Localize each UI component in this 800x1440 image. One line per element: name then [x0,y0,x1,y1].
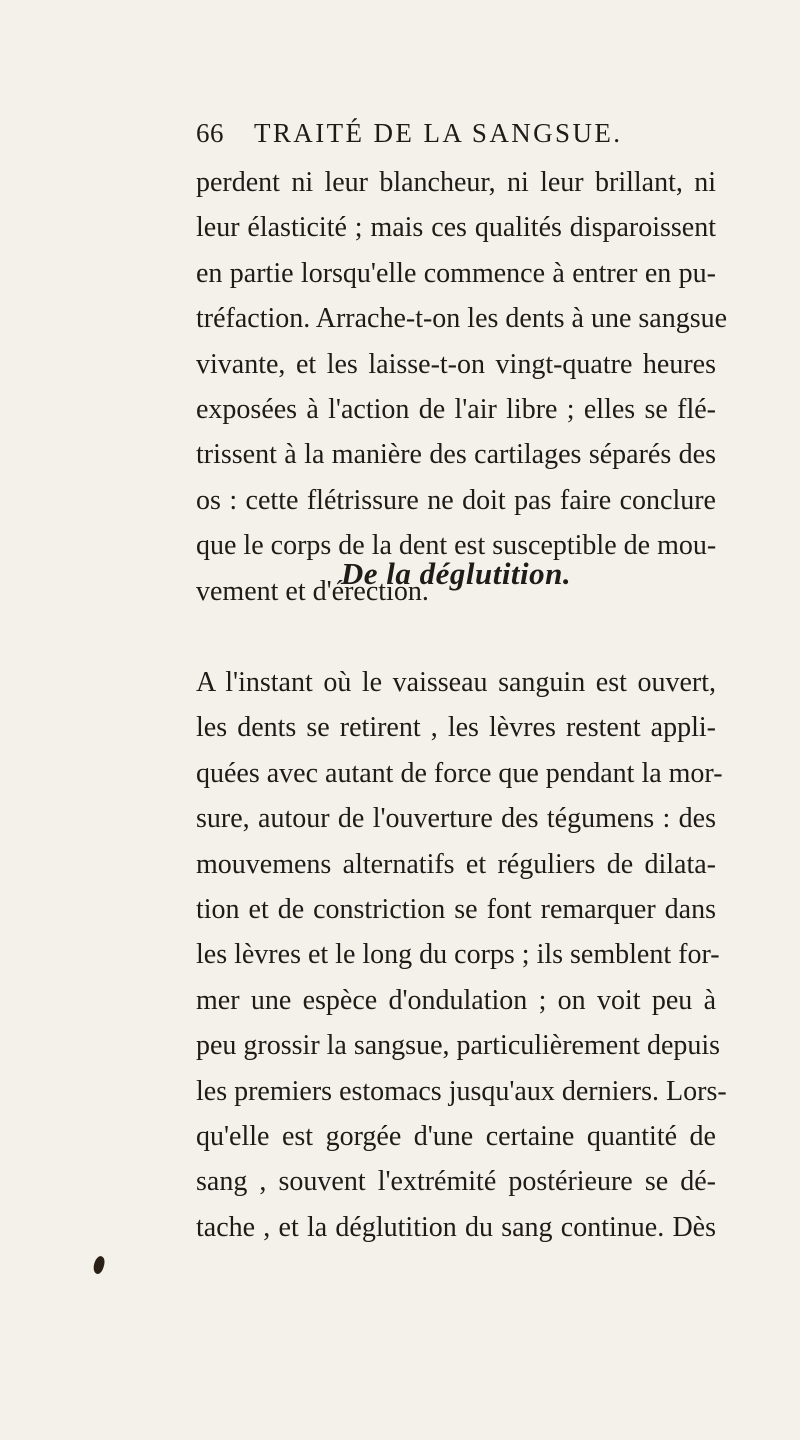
text-line: les lèvres et le long du corps ; ils semblent for- [196,939,720,971]
text-line: tréfaction. Arrache-t-on les dents à une sangsue [196,303,728,335]
text-line: quées avec autant de force que pendant la mor- [196,757,723,789]
text-line: trissent à la manière des cartilages séparés des [196,439,716,471]
text-line: vivante, et les laisse-t-on vingt-quatre heures [196,348,716,380]
paragraph-1 [196,160,728,614]
text-line: leur élasticité ; mais ces qualités disparoissent [196,212,716,244]
text-line: perdent ni leur blancheur, ni leur brillant, ni [196,167,716,198]
section-heading: De la déglutition. [340,556,572,591]
text-line: tion et de constriction se font remarquer dans [196,893,716,925]
ink-blemish [91,1255,107,1275]
text-line: tache , et la déglutition du sang continue. Dès [196,1211,716,1243]
text-line: que le corps de la dent est susceptible de mou- [196,530,717,562]
text-line: vement et d'érection. [196,575,429,607]
text-line: qu'elle est gorgée d'une certaine quantité de [196,1120,716,1152]
text-line: sure, autour de l'ouverture des tégumens : des [196,803,716,835]
text-line: sang , souvent l'extrémité postérieure se dé- [196,1166,716,1198]
text-line: en partie lorsqu'elle commence à entrer en pu- [196,257,716,289]
text-line: les dents se retirent , les lèvres restent appli- [196,712,716,744]
text-line: os : cette flétrissure ne doit pas faire conclure [196,484,716,516]
text-line: peu grossir la sangsue, particulièrement depuis [196,1030,721,1062]
text-line: A l'instant où le vaisseau sanguin est ouvert, [196,667,716,698]
running-head [196,118,796,152]
page-number: 66 [196,118,224,148]
text-line: les premiers estomacs jusqu'aux derniers. Lors- [196,1075,727,1107]
text-line: exposées à l'action de l'air libre ; elles se flé- [196,393,716,425]
text-line: mouvemens alternatifs et réguliers de dilata- [196,848,716,880]
running-title: TRAITÉ DE LA SANGSUE. [254,118,623,148]
text-line: mer une espèce d'ondulation ; on voit peu à [196,984,716,1016]
paragraph-2 [196,660,727,1250]
